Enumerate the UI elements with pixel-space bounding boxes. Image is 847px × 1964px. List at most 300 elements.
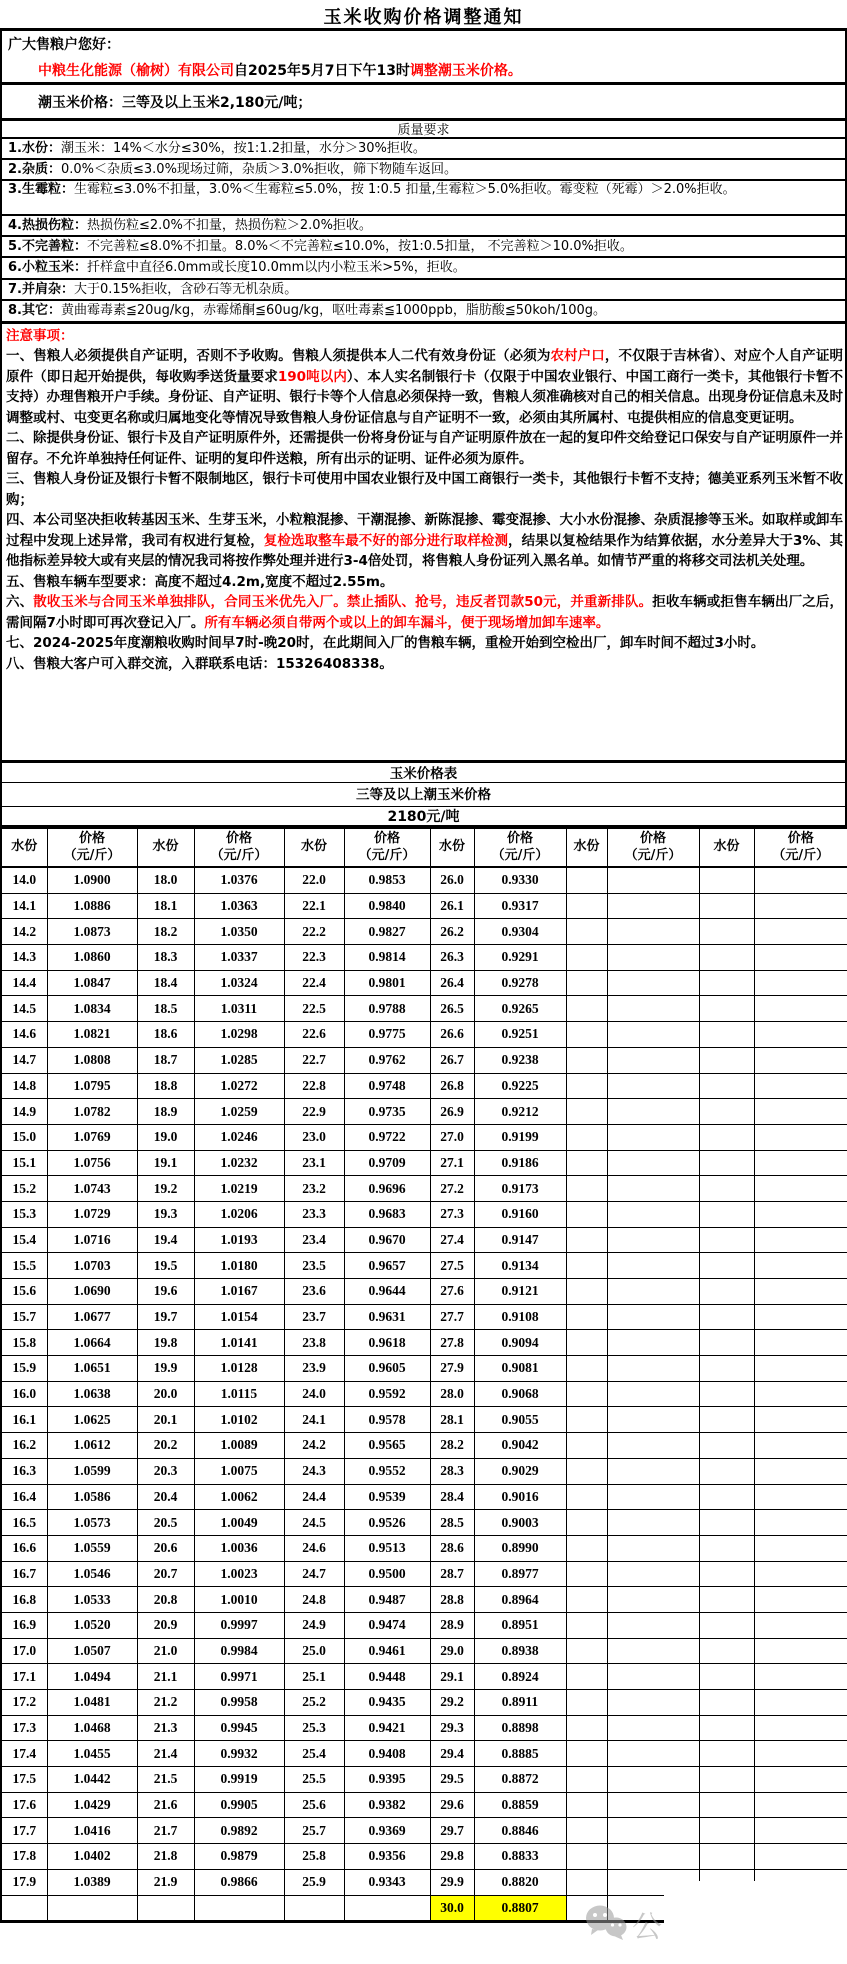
price-cell: 1.0206 bbox=[194, 1201, 284, 1227]
moisture-cell bbox=[699, 1510, 754, 1536]
price-cell: 1.0036 bbox=[194, 1535, 284, 1561]
moisture-cell bbox=[699, 893, 754, 919]
price-row bbox=[1, 1767, 847, 1793]
quality-item-text: 黄曲霉毒素≦20ug/kg，赤霉烯酮≦60ug/kg，呕吐毒素≦1000ppb，脂肪酸≦50koh/100g。 bbox=[60, 303, 607, 318]
moisture-cell bbox=[699, 1690, 754, 1716]
moisture-cell: 25.5 bbox=[284, 1767, 344, 1793]
price-column-header: 价格 （元/斤） bbox=[754, 829, 847, 868]
quality-header: 质量要求 bbox=[0, 118, 847, 137]
price-cell bbox=[754, 1690, 847, 1716]
price-cell: 0.9173 bbox=[474, 1176, 566, 1202]
price-cell bbox=[754, 1047, 847, 1073]
moisture-cell: 22.1 bbox=[284, 893, 344, 919]
moisture-cell: 21.6 bbox=[137, 1792, 194, 1818]
moisture-cell: 24.6 bbox=[284, 1535, 344, 1561]
price-cell: 0.8990 bbox=[474, 1535, 566, 1561]
moisture-cell bbox=[699, 1535, 754, 1561]
note-item bbox=[6, 654, 843, 675]
price-row bbox=[1, 919, 847, 945]
price-cell: 1.0324 bbox=[194, 970, 284, 996]
price-cell: 0.9395 bbox=[344, 1767, 430, 1793]
moisture-cell bbox=[566, 1304, 607, 1330]
price-cell: 0.8924 bbox=[474, 1664, 566, 1690]
price-cell: 0.9016 bbox=[474, 1484, 566, 1510]
moisture-cell: 25.8 bbox=[284, 1844, 344, 1870]
text-segment: 复检选取整车最不好的部分进行取样检测 bbox=[263, 532, 509, 549]
moisture-cell: 26.5 bbox=[430, 996, 474, 1022]
price-cell: 0.9408 bbox=[344, 1741, 430, 1767]
moisture-cell bbox=[699, 1381, 754, 1407]
price-cell: 0.8833 bbox=[474, 1844, 566, 1870]
price-cell: 1.0507 bbox=[47, 1638, 137, 1664]
moisture-cell: 15.5 bbox=[1, 1253, 47, 1279]
moisture-cell: 24.3 bbox=[284, 1458, 344, 1484]
price-row bbox=[1, 1638, 847, 1664]
price-cell: 1.0729 bbox=[47, 1201, 137, 1227]
moisture-cell: 17.0 bbox=[1, 1638, 47, 1664]
moisture-cell: 16.6 bbox=[1, 1535, 47, 1561]
price-cell bbox=[607, 1433, 699, 1459]
price-cell: 0.9552 bbox=[344, 1458, 430, 1484]
price-cell bbox=[754, 1073, 847, 1099]
price-cell bbox=[607, 1792, 699, 1818]
text-segment: 拒收车辆或拒售车辆出厂之后，需间隔7小时即可再次登记入厂。 bbox=[6, 594, 844, 631]
price-cell bbox=[607, 1407, 699, 1433]
moisture-cell: 23.3 bbox=[284, 1201, 344, 1227]
moisture-column-header: 水份 bbox=[566, 829, 607, 868]
price-cell: 0.9748 bbox=[344, 1073, 430, 1099]
price-cell bbox=[754, 1433, 847, 1459]
price-cell: 1.0311 bbox=[194, 996, 284, 1022]
price-cell bbox=[754, 1356, 847, 1382]
moisture-cell: 23.4 bbox=[284, 1227, 344, 1253]
price-cell: 0.9827 bbox=[344, 919, 430, 945]
price-cell bbox=[607, 945, 699, 971]
moisture-cell bbox=[566, 1715, 607, 1741]
price-cell: 1.0115 bbox=[194, 1381, 284, 1407]
moisture-cell bbox=[566, 1535, 607, 1561]
moisture-cell: 19.8 bbox=[137, 1330, 194, 1356]
price-cell bbox=[607, 1587, 699, 1613]
moisture-cell: 27.4 bbox=[430, 1227, 474, 1253]
moisture-cell: 14.6 bbox=[1, 1022, 47, 1048]
moisture-cell bbox=[699, 1047, 754, 1073]
moisture-cell bbox=[699, 1587, 754, 1613]
moisture-cell: 15.3 bbox=[1, 1201, 47, 1227]
price-cell bbox=[754, 1510, 847, 1536]
price-cell: 1.0860 bbox=[47, 945, 137, 971]
moisture-cell bbox=[699, 996, 754, 1022]
moisture-cell bbox=[566, 945, 607, 971]
moisture-cell: 25.0 bbox=[284, 1638, 344, 1664]
moisture-cell bbox=[566, 1844, 607, 1870]
moisture-cell: 15.9 bbox=[1, 1356, 47, 1382]
text-segment: 农村户口 bbox=[550, 348, 605, 364]
price-column-header: 价格 （元/斤） bbox=[194, 829, 284, 868]
price-cell: 0.9984 bbox=[194, 1638, 284, 1664]
moisture-cell: 16.8 bbox=[1, 1587, 47, 1613]
price-cell: 0.9866 bbox=[194, 1869, 284, 1895]
text-segment: ，不仅限于吉林省）、对应个人自产证明原件（即日起开始提供，每收购季送货量要求 bbox=[6, 348, 844, 385]
price-row bbox=[1, 1458, 847, 1484]
price-cell bbox=[607, 1458, 699, 1484]
price-cell: 0.9892 bbox=[194, 1818, 284, 1844]
moisture-cell: 24.1 bbox=[284, 1407, 344, 1433]
price-cell: 1.0102 bbox=[194, 1407, 284, 1433]
price-cell: 0.9513 bbox=[344, 1535, 430, 1561]
price-cell bbox=[607, 1535, 699, 1561]
wechat-official-account-icon bbox=[584, 1903, 628, 1945]
price-cell: 1.0638 bbox=[47, 1381, 137, 1407]
price-cell: 0.9186 bbox=[474, 1150, 566, 1176]
moisture-cell: 18.0 bbox=[137, 867, 194, 893]
price-cell: 0.9238 bbox=[474, 1047, 566, 1073]
price-cell bbox=[754, 1022, 847, 1048]
price-cell bbox=[754, 1792, 847, 1818]
moisture-cell: 14.1 bbox=[1, 893, 47, 919]
moisture-cell: 27.3 bbox=[430, 1201, 474, 1227]
price-row bbox=[1, 1150, 847, 1176]
quality-item-text: 大于0.15%拒收，含砂石等无机杂质。 bbox=[73, 282, 298, 297]
quality-item-label: 8.其它： bbox=[8, 303, 61, 318]
moisture-cell bbox=[566, 1741, 607, 1767]
quality-item bbox=[0, 256, 847, 278]
price-cell bbox=[754, 1458, 847, 1484]
price-cell: 0.8977 bbox=[474, 1561, 566, 1587]
price-cell: 1.0834 bbox=[47, 996, 137, 1022]
moisture-cell bbox=[699, 1715, 754, 1741]
moisture-cell bbox=[566, 1818, 607, 1844]
moisture-cell: 15.1 bbox=[1, 1150, 47, 1176]
price-cell bbox=[754, 1612, 847, 1638]
price-cell bbox=[607, 1818, 699, 1844]
moisture-cell: 26.8 bbox=[430, 1073, 474, 1099]
quality-item-text: 0.0%＜杂质≤3.0%现场过筛，杂质＞3.0%拒收，筛下物随车返回。 bbox=[60, 162, 457, 177]
note-item bbox=[6, 572, 843, 593]
price-cell: 0.9421 bbox=[344, 1715, 430, 1741]
price-row bbox=[1, 970, 847, 996]
price-cell: 0.9592 bbox=[344, 1381, 430, 1407]
price-row bbox=[1, 1022, 847, 1048]
moisture-cell bbox=[699, 1201, 754, 1227]
moisture-cell bbox=[566, 1510, 607, 1536]
price-cell bbox=[607, 1356, 699, 1382]
quality-item bbox=[0, 278, 847, 299]
price-cell: 0.9042 bbox=[474, 1433, 566, 1459]
price-table-unit: 2180元/吨 bbox=[0, 807, 847, 828]
quality-item-label: 3.生霉粒： bbox=[8, 182, 74, 197]
price-cell: 1.0847 bbox=[47, 970, 137, 996]
moisture-cell: 20.8 bbox=[137, 1587, 194, 1613]
price-cell: 1.0795 bbox=[47, 1073, 137, 1099]
moisture-cell: 28.6 bbox=[430, 1535, 474, 1561]
price-cell: 1.0546 bbox=[47, 1561, 137, 1587]
moisture-cell: 21.5 bbox=[137, 1767, 194, 1793]
price-cell: 0.9199 bbox=[474, 1124, 566, 1150]
moisture-cell bbox=[566, 1279, 607, 1305]
moisture-cell bbox=[699, 1099, 754, 1125]
price-cell: 0.9618 bbox=[344, 1330, 430, 1356]
price-cell: 0.9487 bbox=[344, 1587, 430, 1613]
quality-item bbox=[0, 299, 847, 321]
moisture-cell: 28.5 bbox=[430, 1510, 474, 1536]
price-cell: 1.0389 bbox=[47, 1869, 137, 1895]
moisture-cell bbox=[699, 1844, 754, 1870]
price-cell: 1.0886 bbox=[47, 893, 137, 919]
price-cell bbox=[607, 1844, 699, 1870]
price-cell: 1.0716 bbox=[47, 1227, 137, 1253]
price-cell: 0.9919 bbox=[194, 1767, 284, 1793]
moisture-cell: 27.9 bbox=[430, 1356, 474, 1382]
note-item bbox=[6, 346, 843, 428]
price-cell: 1.0023 bbox=[194, 1561, 284, 1587]
price-cell: 1.0442 bbox=[47, 1767, 137, 1793]
price-cell: 1.0219 bbox=[194, 1176, 284, 1202]
moisture-cell: 18.5 bbox=[137, 996, 194, 1022]
moisture-cell: 15.2 bbox=[1, 1176, 47, 1202]
moisture-cell: 14.7 bbox=[1, 1047, 47, 1073]
moisture-cell: 28.3 bbox=[430, 1458, 474, 1484]
price-cell: 1.0664 bbox=[47, 1330, 137, 1356]
price-row bbox=[1, 1433, 847, 1459]
price-cell bbox=[607, 1741, 699, 1767]
moisture-column-header: 水份 bbox=[137, 829, 194, 868]
moisture-cell: 19.1 bbox=[137, 1150, 194, 1176]
moisture-cell bbox=[699, 1279, 754, 1305]
price-cell bbox=[754, 1227, 847, 1253]
price-cell: 1.0363 bbox=[194, 893, 284, 919]
price-cell: 0.9343 bbox=[344, 1869, 430, 1895]
moisture-cell: 14.9 bbox=[1, 1099, 47, 1125]
price-cell bbox=[754, 1381, 847, 1407]
price-line: 潮玉米价格：三等及以上玉米2,180元/吨； bbox=[0, 82, 847, 118]
price-cell bbox=[754, 1844, 847, 1870]
moisture-cell bbox=[699, 1022, 754, 1048]
moisture-cell: 23.7 bbox=[284, 1304, 344, 1330]
moisture-cell: 19.0 bbox=[137, 1124, 194, 1150]
price-row bbox=[1, 1253, 847, 1279]
moisture-cell: 25.7 bbox=[284, 1818, 344, 1844]
moisture-cell: 17.2 bbox=[1, 1690, 47, 1716]
price-cell: 0.9958 bbox=[194, 1690, 284, 1716]
price-cell: 1.0416 bbox=[47, 1818, 137, 1844]
price-cell: 0.9801 bbox=[344, 970, 430, 996]
price-cell bbox=[754, 970, 847, 996]
price-cell: 1.0154 bbox=[194, 1304, 284, 1330]
moisture-cell: 23.1 bbox=[284, 1150, 344, 1176]
moisture-cell: 20.6 bbox=[137, 1535, 194, 1561]
price-cell: 0.9696 bbox=[344, 1176, 430, 1202]
price-cell bbox=[754, 1818, 847, 1844]
price-cell bbox=[754, 893, 847, 919]
price-cell bbox=[607, 970, 699, 996]
price-cell bbox=[607, 1150, 699, 1176]
text-segment: 所有车辆必须自带两个或以上的卸车漏斗，便于现场增加卸车速率。 bbox=[204, 614, 610, 631]
moisture-column-header: 水份 bbox=[1, 829, 47, 868]
moisture-cell: 24.0 bbox=[284, 1381, 344, 1407]
moisture-cell: 25.9 bbox=[284, 1869, 344, 1895]
price-cell: 0.9474 bbox=[344, 1612, 430, 1638]
price-cell: 1.0573 bbox=[47, 1510, 137, 1536]
price-cell: 1.0350 bbox=[194, 919, 284, 945]
moisture-cell: 25.4 bbox=[284, 1741, 344, 1767]
price-cell: 1.0193 bbox=[194, 1227, 284, 1253]
moisture-cell: 21.4 bbox=[137, 1741, 194, 1767]
price-cell bbox=[754, 1124, 847, 1150]
moisture-cell bbox=[566, 893, 607, 919]
quality-item-text: 扦样盒中直径6.0mm或长度10.0mm以内小粒玉米>5%，拒收。 bbox=[86, 260, 466, 275]
moisture-cell: 24.4 bbox=[284, 1484, 344, 1510]
price-cell: 1.0128 bbox=[194, 1356, 284, 1382]
price-cell: 0.8898 bbox=[474, 1715, 566, 1741]
price-cell: 0.9134 bbox=[474, 1253, 566, 1279]
price-cell: 1.0402 bbox=[47, 1844, 137, 1870]
price-cell bbox=[607, 1715, 699, 1741]
moisture-cell: 16.2 bbox=[1, 1433, 47, 1459]
price-cell: 0.9631 bbox=[344, 1304, 430, 1330]
moisture-cell: 22.2 bbox=[284, 919, 344, 945]
text-segment: 五、售粮车辆车型要求：高度不超过4.2m,宽度不超过2.55m。 bbox=[6, 573, 394, 590]
quality-item-label: 6.小粒玉米： bbox=[8, 260, 87, 275]
moisture-cell: 18.8 bbox=[137, 1073, 194, 1099]
moisture-cell: 20.7 bbox=[137, 1561, 194, 1587]
text-segment: 六、 bbox=[6, 594, 34, 610]
price-cell: 0.9160 bbox=[474, 1201, 566, 1227]
moisture-cell bbox=[566, 1124, 607, 1150]
moisture-column-header: 水份 bbox=[284, 829, 344, 868]
price-cell bbox=[607, 1124, 699, 1150]
price-cell bbox=[607, 1047, 699, 1073]
moisture-cell bbox=[566, 1150, 607, 1176]
moisture-cell bbox=[699, 1767, 754, 1793]
moisture-cell: 26.9 bbox=[430, 1099, 474, 1125]
moisture-cell: 24.7 bbox=[284, 1561, 344, 1587]
moisture-cell: 18.6 bbox=[137, 1022, 194, 1048]
moisture-cell: 19.3 bbox=[137, 1201, 194, 1227]
price-cell: 0.9932 bbox=[194, 1741, 284, 1767]
price-column-header: 价格 （元/斤） bbox=[344, 829, 430, 868]
price-cell bbox=[607, 1638, 699, 1664]
moisture-column-header: 水份 bbox=[430, 829, 474, 868]
moisture-cell: 24.8 bbox=[284, 1587, 344, 1613]
quality-item-label: 5.不完善粒： bbox=[8, 239, 87, 254]
moisture-cell: 21.3 bbox=[137, 1715, 194, 1741]
price-row bbox=[1, 867, 847, 893]
price-table-header-row bbox=[1, 829, 847, 868]
moisture-cell: 17.1 bbox=[1, 1664, 47, 1690]
page-title: 玉米收购价格调整通知 bbox=[323, 7, 524, 28]
price-cell: 1.0625 bbox=[47, 1407, 137, 1433]
moisture-cell: 27.6 bbox=[430, 1279, 474, 1305]
price-cell: 0.8911 bbox=[474, 1690, 566, 1716]
moisture-cell bbox=[566, 1792, 607, 1818]
moisture-cell: 18.2 bbox=[137, 919, 194, 945]
price-row bbox=[1, 1201, 847, 1227]
moisture-cell bbox=[699, 919, 754, 945]
moisture-cell bbox=[699, 1356, 754, 1382]
quality-item-label: 2.杂质： bbox=[8, 162, 61, 177]
price-cell: 0.9029 bbox=[474, 1458, 566, 1484]
moisture-cell bbox=[566, 996, 607, 1022]
moisture-cell bbox=[566, 1407, 607, 1433]
moisture-cell: 29.5 bbox=[430, 1767, 474, 1793]
moisture-cell: 14.3 bbox=[1, 945, 47, 971]
price-cell: 0.9448 bbox=[344, 1664, 430, 1690]
quality-item-text: 生霉粒≤3.0%不扣量，3.0%＜生霉粒≤5.0%，按 1:0.5 扣量,生霉粒＞5.0%拒收。霉变粒（死霉）＞2.0%拒收。 bbox=[73, 182, 736, 197]
price-cell bbox=[607, 893, 699, 919]
price-cell: 0.9147 bbox=[474, 1227, 566, 1253]
moisture-cell bbox=[566, 919, 607, 945]
price-cell: 1.0455 bbox=[47, 1741, 137, 1767]
price-cell: 1.0246 bbox=[194, 1124, 284, 1150]
price-row bbox=[1, 1844, 847, 1870]
moisture-cell: 28.8 bbox=[430, 1587, 474, 1613]
moisture-cell: 16.4 bbox=[1, 1484, 47, 1510]
price-cell bbox=[607, 1612, 699, 1638]
price-cell bbox=[754, 1767, 847, 1793]
moisture-cell: 18.7 bbox=[137, 1047, 194, 1073]
price-cell bbox=[607, 867, 699, 893]
quality-items bbox=[0, 137, 847, 321]
price-cell bbox=[607, 1561, 699, 1587]
moisture-cell bbox=[699, 1561, 754, 1587]
moisture-cell: 28.2 bbox=[430, 1433, 474, 1459]
price-row bbox=[1, 1818, 847, 1844]
text-segment: 散收玉米与合同玉米单独排队，合同玉米优先入厂。禁止插队、抢号，违反者罚款50元，并重新排队。 bbox=[33, 594, 653, 610]
moisture-cell: 21.0 bbox=[137, 1638, 194, 1664]
price-cell: 0.9278 bbox=[474, 970, 566, 996]
text-segment: 二、除提供身份证、银行卡及自产证明原件外，还需提供一份将身份证与自产证明原件放在一起的复印件交给登记口保安与自产证明原件一并留存。不允许单独持任何证件、证明的复印件送粮，所有出示的证明、证件必须为原件。 bbox=[6, 430, 843, 467]
price-cell bbox=[754, 1330, 847, 1356]
moisture-cell: 28.9 bbox=[430, 1612, 474, 1638]
moisture-cell: 22.6 bbox=[284, 1022, 344, 1048]
moisture-cell: 16.0 bbox=[1, 1381, 47, 1407]
price-cell bbox=[754, 1176, 847, 1202]
price-cell bbox=[754, 919, 847, 945]
text-segment: 调整潮玉米价格。 bbox=[409, 63, 522, 79]
price-cell: 1.0481 bbox=[47, 1690, 137, 1716]
price-cell: 1.0873 bbox=[47, 919, 137, 945]
moisture-cell: 24.2 bbox=[284, 1433, 344, 1459]
moisture-cell: 16.3 bbox=[1, 1458, 47, 1484]
quality-item bbox=[0, 235, 847, 256]
moisture-cell bbox=[699, 1741, 754, 1767]
moisture-cell: 28.1 bbox=[430, 1407, 474, 1433]
price-cell: 0.9735 bbox=[344, 1099, 430, 1125]
moisture-cell bbox=[566, 1253, 607, 1279]
price-cell bbox=[754, 1150, 847, 1176]
moisture-cell: 27.1 bbox=[430, 1150, 474, 1176]
price-row bbox=[1, 945, 847, 971]
moisture-cell bbox=[699, 970, 754, 996]
moisture-cell bbox=[699, 1484, 754, 1510]
moisture-cell: 22.8 bbox=[284, 1073, 344, 1099]
price-cell: 1.0821 bbox=[47, 1022, 137, 1048]
price-cell: 1.0429 bbox=[47, 1792, 137, 1818]
price-cell bbox=[754, 1253, 847, 1279]
moisture-cell: 19.5 bbox=[137, 1253, 194, 1279]
moisture-cell: 14.4 bbox=[1, 970, 47, 996]
moisture-cell bbox=[699, 1304, 754, 1330]
price-cell: 0.9565 bbox=[344, 1433, 430, 1459]
moisture-cell: 29.7 bbox=[430, 1818, 474, 1844]
price-cell: 0.9081 bbox=[474, 1356, 566, 1382]
moisture-cell: 14.2 bbox=[1, 919, 47, 945]
price-row bbox=[1, 1099, 847, 1125]
price-cell: 0.9225 bbox=[474, 1073, 566, 1099]
price-cell: 0.9291 bbox=[474, 945, 566, 971]
moisture-cell: 29.3 bbox=[430, 1715, 474, 1741]
